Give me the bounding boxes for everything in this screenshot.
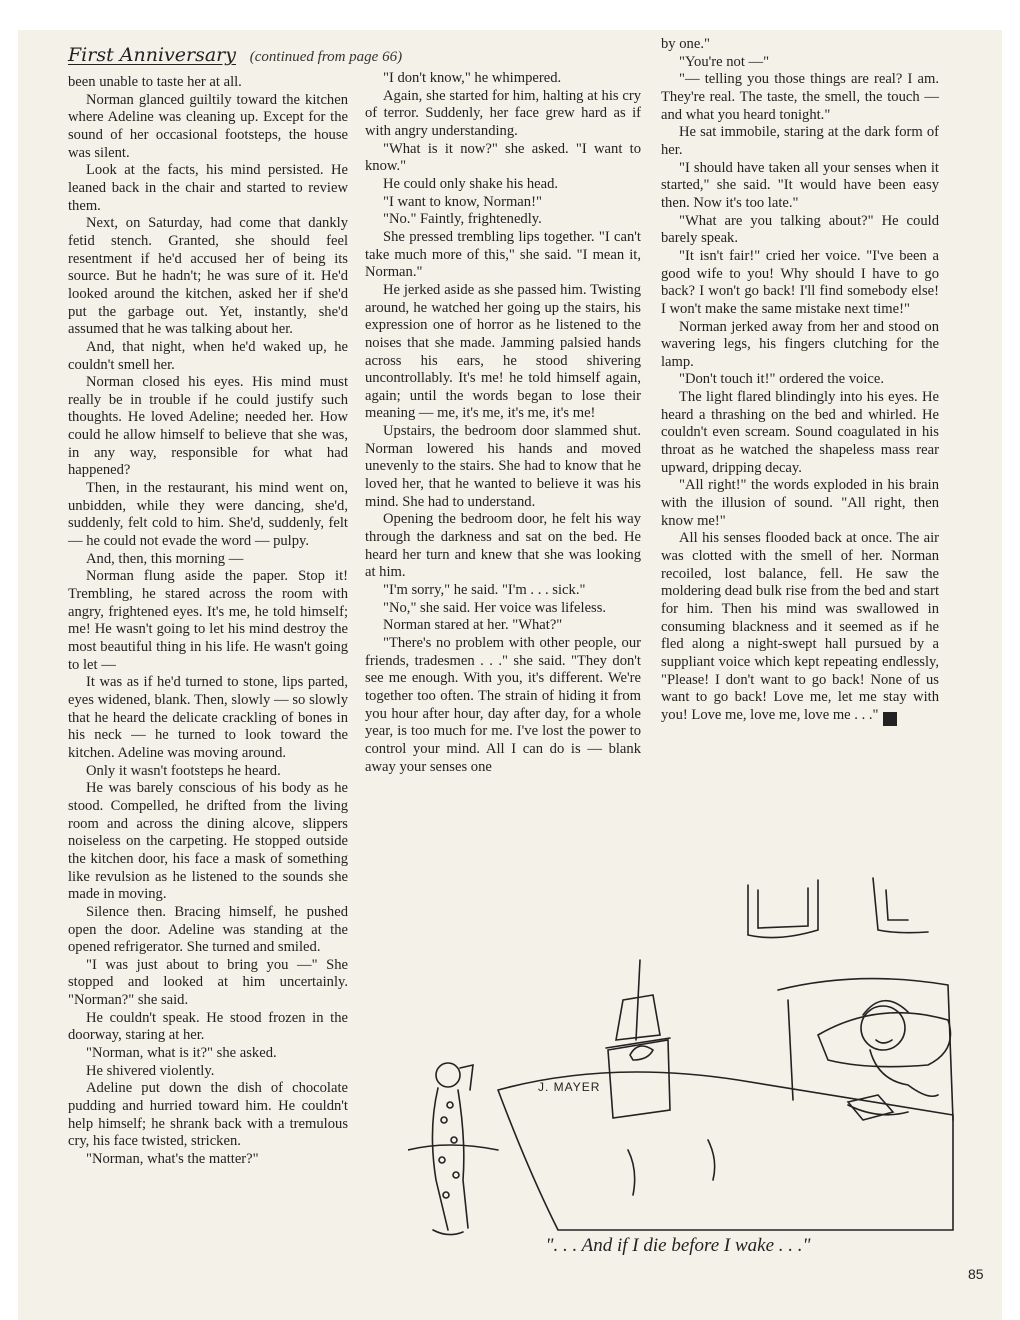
paragraph: Look at the facts, his mind persisted. He leaned back in the chair and started to review them. <box>68 162 348 214</box>
continued-note: (continued from page 66) <box>249 49 403 65</box>
paragraph: Silence then. Bracing himself, he pushed open the door. Adeline was standing at the opened refrigerator. She turned and smiled. <box>68 903 348 956</box>
page-number: 85 <box>968 1266 984 1282</box>
magazine-page <box>18 30 1002 1320</box>
paragraph: He couldn't speak. He stood frozen in the doorway, staring at her. <box>68 1009 348 1044</box>
paragraph: "There's no problem with other people, our friends, tradesmen . . ." she said. "They don't see me enough. With you, it's different. We're together too often. The strain of hiding it from you hour after hour, day after day, for a whole year, is too much for me. I've lost the power to control your mind. All I can do is — blank away your senses one <box>365 635 641 775</box>
paragraph: He sat immobile, staring at the dark form of her. <box>661 124 939 158</box>
paragraph: Upstairs, the bedroom door slammed shut. Norman lowered his hands and moved unevenly to the stairs. She had to know that he loved her, that he wanted to believe it was his mind. She had to understand. <box>365 423 641 510</box>
paragraph: And, that night, when he'd waked up, he couldn't smell her. <box>68 338 348 373</box>
paragraph: Adeline put down the dish of chocolate pudding and hurried toward him. He couldn't help himself; he shrank back with a tremulous cry, his face twisted, stricken. <box>68 1080 348 1150</box>
paragraph: Norman glanced guiltily toward the kitchen where Adeline was cleaning up. Except for the sound of her occasional footsteps, the house was silent. <box>68 91 348 161</box>
paragraph: by one." <box>661 36 710 52</box>
paragraph: He could only shake his head. <box>383 175 559 192</box>
paragraph: Norman flung aside the paper. Stop it! Trembling, he stared across the room with angry, frightened eyes. It's me, he told himself; me! He wasn't going to let his mind destroy the most beautiful thing in his life. He wasn't going to let — <box>68 568 348 673</box>
paragraph: "I should have taken all your senses when it started," she said. "It would have been easy then. Now it's too late." <box>661 159 939 211</box>
story-title: First Anniversary <box>68 44 236 66</box>
paragraph: "— telling you those things are real? I am. They're real. The taste, the smell, the touch — and what you heard tonight." <box>661 71 939 123</box>
paragraph: "All right!" the words exploded in his brain with the illusion of sound. "All right, then know me!" <box>661 477 939 529</box>
paragraph: He jerked aside as she passed him. Twisting around, he watched her going up the stairs, his expression one of horror as he listened to the noises that she made. Jamming palsied hands across his ears, he stood shivering uncontrollably. It's me! he told himself again, again; until the words began to lose their meaning — me, it's me, it's me, it's me! <box>365 281 641 422</box>
paragraph: Again, she started for him, halting at his cry of terror. Suddenly, her face grew hard as if with angry understanding. <box>365 87 641 139</box>
paragraph: Norman closed his eyes. His mind must really be in trouble if he could justify such thoughts. He loved Adeline; needed her. How could he allow himself to believe that she was, in any way, responsible for what had happened? <box>68 374 348 479</box>
paragraph: Norman stared at her. "What?" <box>383 617 563 634</box>
paragraph: All his senses flooded back at once. The air was clotted with the smell of her. Norman recoiled, lost balance, fell. He saw the moldering dead bulk rise from the bed and start for him. Then his mind was swallowed in consuming blackness and it seemed as if he fled along a night-swept hall pursued by a suppliant voice which kept repeating endlessly, "Please! I don't want to go back! None of us want to go back! Love me, let me stay with you! Love me, love me, love me . . ." ♦ <box>661 530 939 724</box>
text-column-1 <box>68 74 348 1169</box>
paragraph: He shivered violently. <box>86 1062 215 1079</box>
paragraph: "I'm sorry," he said. "I'm . . . sick." <box>383 582 586 599</box>
paragraph: "No," she said. Her voice was lifeless. <box>383 599 607 616</box>
paragraph: She pressed trembling lips together. "I can't take much more of this," she said. "I mean it, Norman." <box>365 228 641 281</box>
text-column-2 <box>365 70 641 776</box>
paragraph: "No." Faintly, frightenedly. <box>383 211 542 228</box>
cartoon-caption: ". . . And if I die before I wake . . ." <box>545 1235 811 1256</box>
paragraph: "Norman, what's the matter?" <box>86 1151 259 1168</box>
paragraph: "I want to know, Norman!" <box>383 193 542 210</box>
paragraph: Next, on Saturday, had come that dankly fetid stench. Granted, she should feel resentment if he'd accused her of being its source. But he hadn't; he was sure of it. He'd looked around the kitchen, asked her if she'd put the garbage out. Yet, instantly, she'd assumed that he was talking about her. <box>68 215 348 338</box>
paragraph: "I don't know," he whimpered. <box>383 70 562 86</box>
text-column-3 <box>661 36 939 726</box>
paragraph: It was as if he'd turned to stone, lips parted, eyes widened, blank. Then, slowly — so slowly that he heard the delicate crackling of bones in his neck — he turned to look toward the kitchen. Adeline was moving around. <box>68 674 348 761</box>
paragraph: "Don't touch it!" ordered the voice. <box>679 371 885 388</box>
paragraph: "It isn't fair!" cried her voice. "I've been a good wife to you! Why should I have to go back? I won't go back! I'll find somebody else! I won't make the same mistake next time!" <box>661 247 939 317</box>
paragraph: Only it wasn't footsteps he heard. <box>86 762 281 779</box>
paragraph: "You're not —" <box>679 53 770 70</box>
running-head <box>68 44 403 66</box>
paragraph: "What is it now?" she asked. "I want to know." <box>365 140 641 175</box>
cartoon-illustration <box>408 850 968 1240</box>
paragraph: been unable to taste her at all. <box>68 74 242 90</box>
paragraph: And, then, this morning — <box>86 550 244 567</box>
paragraph: "I was just about to bring you —" She stopped and looked at him uncertainly. "Norman?" she said. <box>68 956 348 1009</box>
paragraph: The light flared blindingly into his eyes. He heard a thrashing on the bed and whirled. He couldn't even scream. Sound coagulated in his throat as he watched the shapeless mass rear upward, dripping decay. <box>661 389 939 476</box>
paragraph: "Norman, what is it?" she asked. <box>86 1045 277 1062</box>
paragraph: Opening the bedroom door, he felt his way through the darkness and sat on the bed. He heard her turn and knew that she was looking at him. <box>365 511 641 581</box>
paragraph: Then, in the restaurant, his mind went on, unbidden, while they were dancing, she'd, suddenly, felt cold to him. She'd, suddenly, felt — he could not evade the word — pulpy. <box>68 480 348 550</box>
paragraph: Norman jerked away from her and stood on wavering legs, his fingers clutching for the lamp. <box>661 318 939 370</box>
paragraph: He was barely conscious of his body as he stood. Compelled, he drifted from the living room and across the dining alcove, slippers noiseless on the carpeting. He stopped outside the kitchen door, his face a mask of something like revulsion as he listened to the sounds she made in moving. <box>68 780 348 903</box>
cartoonist-signature: J. MAYER <box>538 1080 601 1094</box>
paragraph: "What are you talking about?" He could barely speak. <box>661 212 939 247</box>
end-mark-icon: ♦ <box>883 712 897 726</box>
